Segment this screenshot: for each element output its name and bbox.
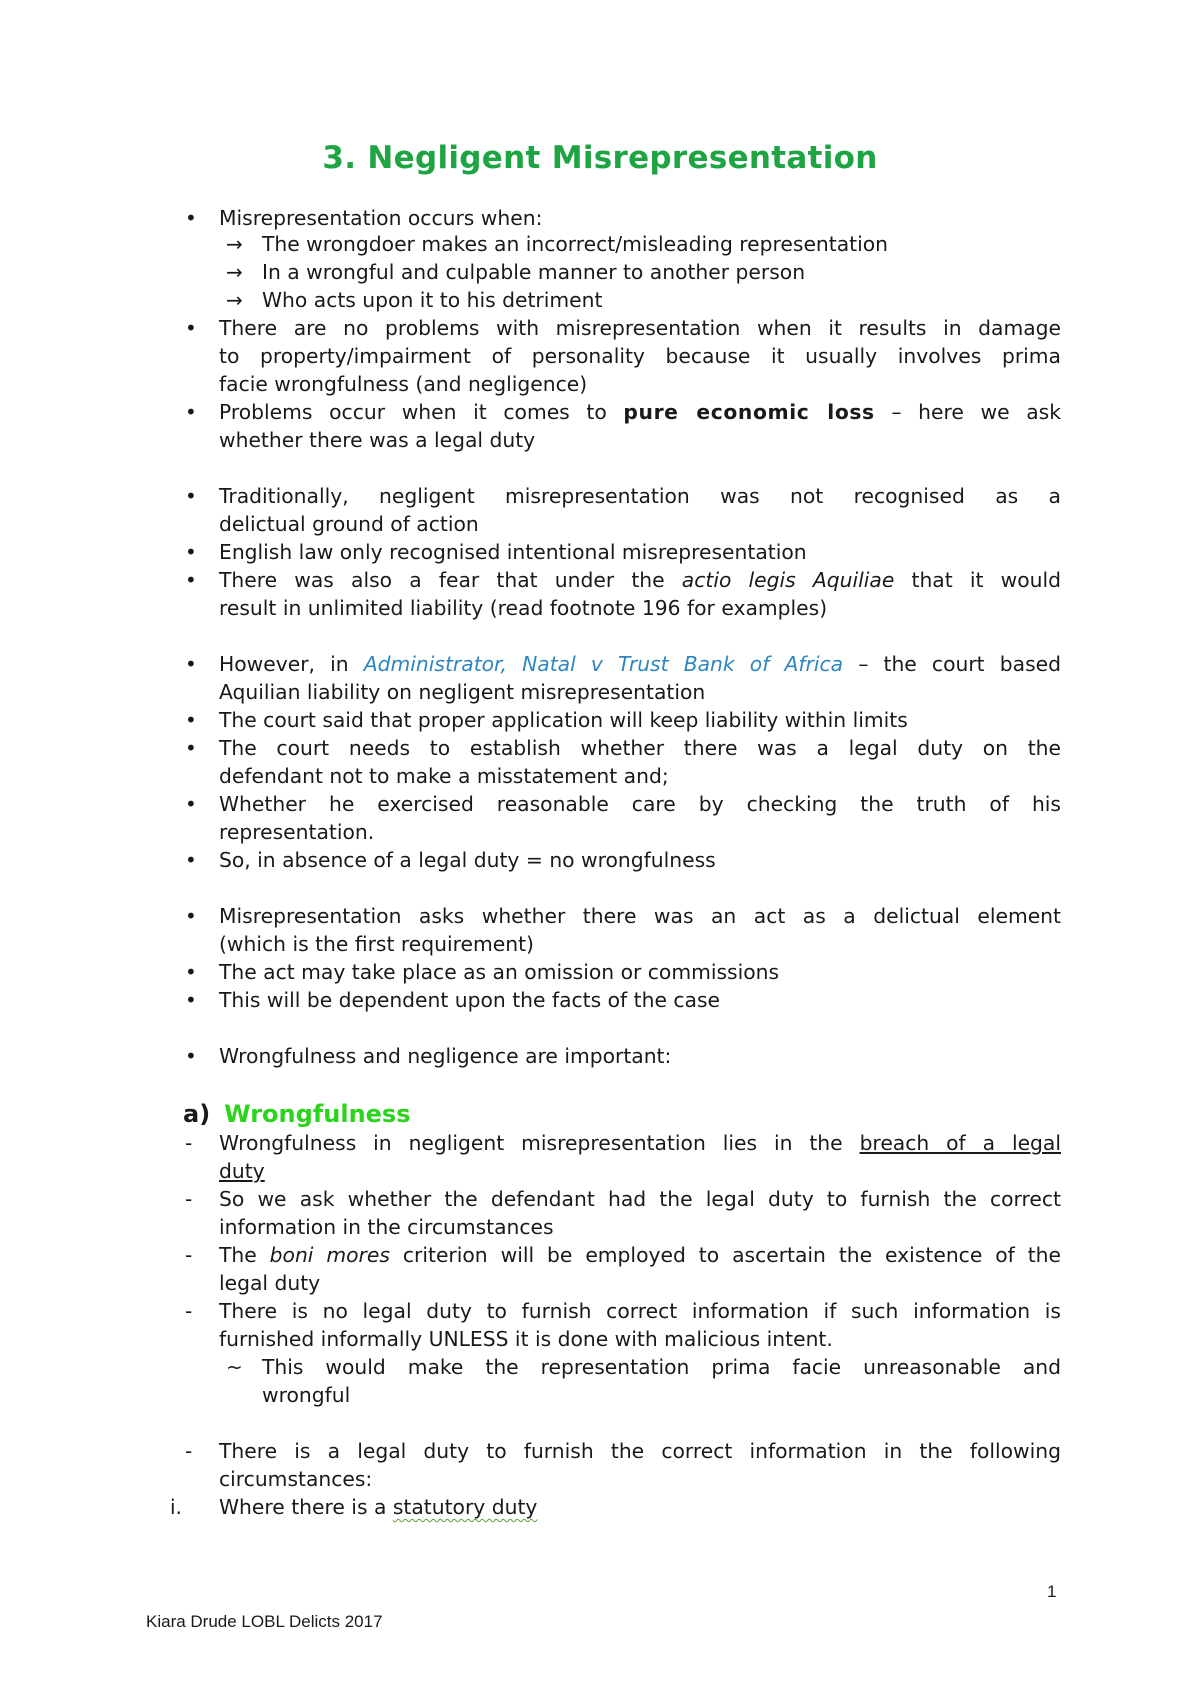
section-heading-wrongfulness: [183, 1098, 411, 1130]
bullet-text: [219, 566, 1061, 594]
arrow-item: The wrongdoer makes an incorrect/misleading representation: [262, 232, 889, 256]
dash-icon: -: [185, 1439, 193, 1463]
bullet-text: Aquilian liability on negligent misrepresentation: [219, 680, 706, 704]
tilde-icon: ~: [226, 1355, 243, 1379]
bullet-text: Misrepresentation occurs when:: [219, 206, 543, 230]
dash-text: duty: [219, 1159, 265, 1183]
bullet-text: facie wrongfulness (and negligence): [219, 372, 588, 396]
dash-text: circumstances:: [219, 1467, 373, 1491]
bullet-text-part: Problems occur when it comes to: [219, 400, 624, 424]
dash-text-part: The: [219, 1243, 270, 1267]
bullet-icon: •: [185, 848, 197, 872]
arrow-item: In a wrongful and culpable manner to another person: [262, 260, 806, 284]
dash-icon: -: [185, 1243, 193, 1267]
bullet-icon: •: [185, 540, 197, 564]
bullet-text: English law only recognised intentional misrepresentation: [219, 540, 807, 564]
bullet-text: Whether he exercised reasonable care by checking the truth of his: [219, 792, 1061, 816]
bullet-icon: •: [185, 988, 197, 1012]
bullet-text: The act may take place as an omission or commissions: [219, 960, 780, 984]
bullet-icon: •: [185, 316, 197, 340]
dash-text-part: criterion will be employed to ascertain the existence of the: [389, 1243, 1062, 1267]
bullet-text: (which is the first requirement): [219, 932, 534, 956]
bullet-text: There are no problems with misrepresentation when it results in damage: [219, 316, 1061, 340]
bullet-text: to property/impairment of personality because it usually involves prima: [219, 344, 1061, 368]
bullet-text: The court said that proper application will keep liability within limits: [219, 708, 908, 732]
bullet-icon: •: [185, 206, 197, 230]
dash-text: There is no legal duty to furnish correct information if such information is: [219, 1299, 1061, 1323]
roman-item-text: [219, 1493, 537, 1521]
bullet-text: [219, 398, 1061, 426]
footer-author: Kiara Drude LOBL Delicts 2017: [146, 1612, 383, 1631]
bullet-icon: •: [185, 400, 197, 424]
dash-text-part: Wrongfulness in negligent misrepresentation lies in the: [219, 1131, 860, 1155]
section-label: a): [183, 1100, 211, 1128]
bullet-text: [219, 650, 1061, 678]
dash-text: [219, 1129, 1061, 1157]
bullet-icon: •: [185, 904, 197, 928]
dash-text: There is a legal duty to furnish the correct information in the following: [219, 1439, 1061, 1463]
bullet-icon: •: [185, 708, 197, 732]
underlined-term: breach of a legal: [859, 1131, 1061, 1155]
bullet-text: Misrepresentation asks whether there was an act as a delictual element: [219, 904, 1061, 928]
italic-term: boni mores: [269, 1243, 390, 1267]
roman-numeral: i.: [170, 1495, 182, 1519]
bullet-icon: •: [185, 960, 197, 984]
section-heading-text: Wrongfulness: [224, 1100, 411, 1128]
bullet-text-part: – here we ask: [874, 400, 1061, 424]
bullet-text-part: – the court based: [843, 652, 1061, 676]
bullet-text-part: There was also a fear that under the: [219, 568, 682, 592]
page-number: 1: [1047, 1582, 1057, 1601]
dash-icon: -: [185, 1187, 193, 1211]
bullet-icon: •: [185, 652, 197, 676]
bullet-text: result in unlimited liability (read footnote 196 for examples): [219, 596, 828, 620]
bullet-text: Wrongfulness and negligence are important:: [219, 1044, 672, 1068]
sub-item-text: wrongful: [262, 1383, 351, 1407]
page-title: 3. Negligent Misrepresentation: [322, 140, 878, 176]
bullet-icon: •: [185, 484, 197, 508]
bullet-text: representation.: [219, 820, 375, 844]
bullet-icon: •: [185, 736, 197, 760]
spellcheck-underlined-term: statutory duty: [392, 1495, 538, 1519]
bullet-text: defendant not to make a misstatement and;: [219, 764, 669, 788]
roman-text-part: Where there is a: [219, 1495, 393, 1519]
dash-text: information in the circumstances: [219, 1215, 554, 1239]
bold-term: pure economic loss: [623, 400, 875, 424]
bullet-text-part: that it would: [894, 568, 1061, 592]
arrow-icon: →: [226, 288, 243, 312]
italic-term: actio legis Aquiliae: [681, 568, 895, 592]
bullet-icon: •: [185, 792, 197, 816]
arrow-icon: →: [226, 232, 243, 256]
bullet-icon: •: [185, 1044, 197, 1068]
bullet-text: delictual ground of action: [219, 512, 479, 536]
bullet-text-part: However, in: [219, 652, 364, 676]
dash-text: legal duty: [219, 1271, 321, 1295]
dash-icon: -: [185, 1131, 193, 1155]
bullet-text: The court needs to establish whether there was a legal duty on the: [219, 736, 1061, 760]
bullet-text: This will be dependent upon the facts of the case: [219, 988, 720, 1012]
dash-text: [219, 1241, 1061, 1269]
case-reference-link[interactable]: Administrator, Natal v Trust Bank of Africa: [363, 652, 844, 676]
arrow-item: Who acts upon it to his detriment: [262, 288, 603, 312]
bullet-text: whether there was a legal duty: [219, 428, 536, 452]
sub-item-text: This would make the representation prima facie unreasonable and: [262, 1355, 1061, 1379]
arrow-icon: →: [226, 260, 243, 284]
bullet-text: So, in absence of a legal duty = no wrongfulness: [219, 848, 716, 872]
dash-icon: -: [185, 1299, 193, 1323]
dash-text: furnished informally UNLESS it is done with malicious intent.: [219, 1327, 833, 1351]
dash-text: So we ask whether the defendant had the legal duty to furnish the correct: [219, 1187, 1061, 1211]
bullet-text: Traditionally, negligent misrepresentation was not recognised as a: [219, 484, 1061, 508]
bullet-icon: •: [185, 568, 197, 592]
